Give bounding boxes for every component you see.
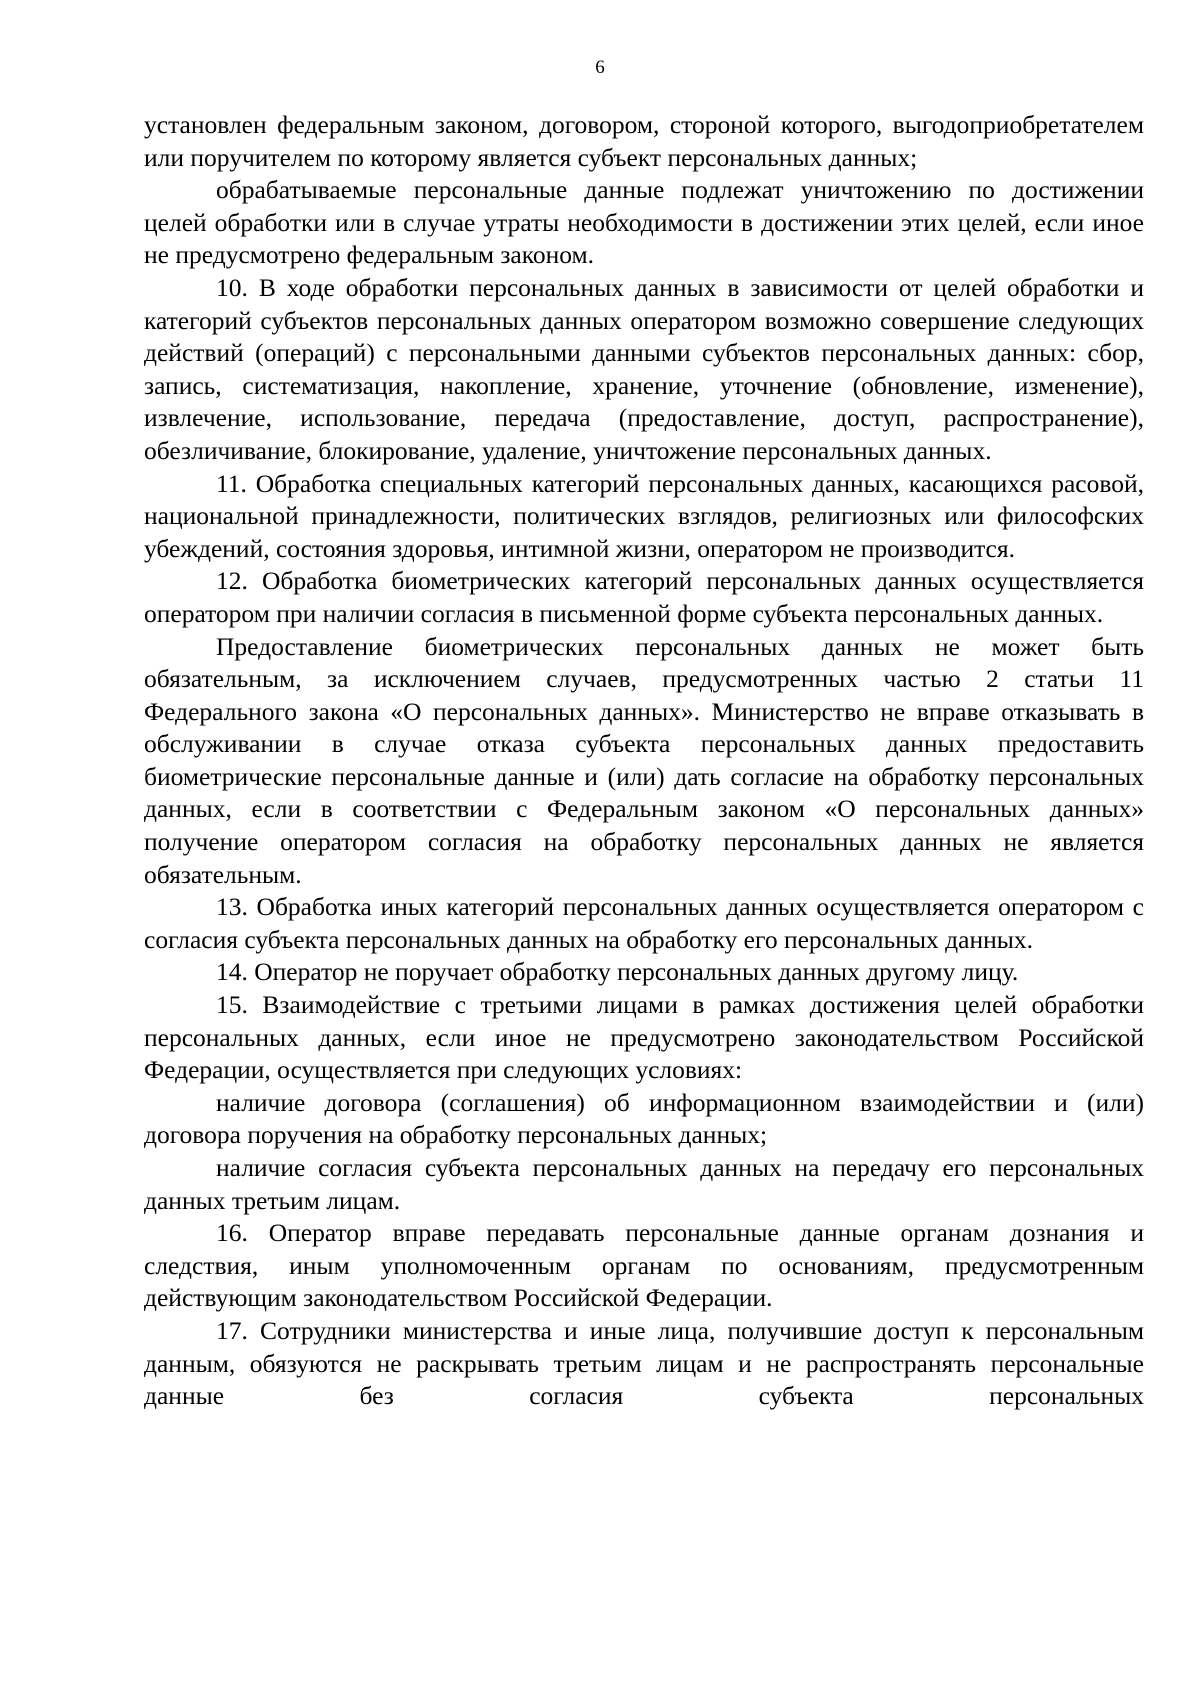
paragraph-consent: наличие согласия субъекта персональных данных на передачу его персональных данных третьим лицам. [144,1153,1144,1215]
paragraph-10: 10. В ходе обработки персональных данных в зависимости от целей обработки и категорий субъектов персональных данных оператором возможно совершение следующих действий (операций) с персональными данными субъектов персональных данных: сбор, запись, систематизация, накопление, хранение, уточнение (обновление, изменение), извлечение, использование, передача (предоставление, доступ, распространение), обезличивание, блокирование, удаление, уничтожение персональных данных. [144,272,1144,465]
paragraph-17: 17. Сотрудники министерства и иные лица, получившие доступ к персональным данным, обязуются не раскрывать третьим лицам и не распространять персональные данные без согласия субъекта персональных [144,1315,1144,1411]
paragraph-16: 16. Оператор вправе передавать персональные данные органам дознания и следствия, иным уполномоченным органам по основаниям, предусмотренным действующим законодательством Российской Федерации. [144,1218,1144,1313]
paragraph-11: 11. Обработка специальных категорий персональных данных, касающихся расовой, национальной принадлежности, политических взглядов, религиозных или философских убеждений, состояния здоровья, интимной жизни, оператором не производится. [144,468,1144,563]
paragraph-14: 14. Оператор не поручает обработку персональных данных другому лицу. [216,957,1019,987]
paragraph-12: 12. Обработка биометрических категорий персональных данных осуществляется оператором при наличии согласия в письменной форме субъекта персональных данных. [144,566,1144,628]
paragraph-agreement: наличие договора (соглашения) об информационном взаимодействии и (или) договора поручения на обработку персональных данных; [144,1087,1144,1150]
document-body [144,109,1144,1413]
paragraph-continuation: установлен федеральным законом, договором, стороной которого, выгодоприобретателем или поручителем по которому является субъект персональных данных; [144,110,1144,172]
paragraph-biometric: Предоставление биометрических персональных данных не может быть обязательным, за исключением случаев, предусмотренных частью 2 статьи 11 Федерального закона «О персональных данных». Министерство не вправе отказывать в обслуживании в случае отказа субъекта персональных данных предоставить биометрические персональные данные и (или) дать согласие на обработку персональных данных, если в соответствии с Федеральным законом «О персональных данных» получение оператором согласия на обработку персональных данных не является обязательным. [144,631,1144,889]
paragraph-destruction: обрабатываемые персональные данные подлежат уничтожению по достижении целей обработки или в случае утраты необходимости в достижении этих целей, если иное не предусмотрено федеральным законом. [144,175,1144,270]
page-number: 6 [595,57,605,78]
paragraph-15: 15. Взаимодействие с третьими лицами в рамках достижения целей обработки персональных данных, если иное не предусмотрено законодательством Российской Федерации, осуществляется при следующих условиях: [144,990,1144,1085]
paragraph-13: 13. Обработка иных категорий персональных данных осуществляется оператором с согласия субъекта персональных данных на обработку его персональных данных. [144,892,1144,954]
